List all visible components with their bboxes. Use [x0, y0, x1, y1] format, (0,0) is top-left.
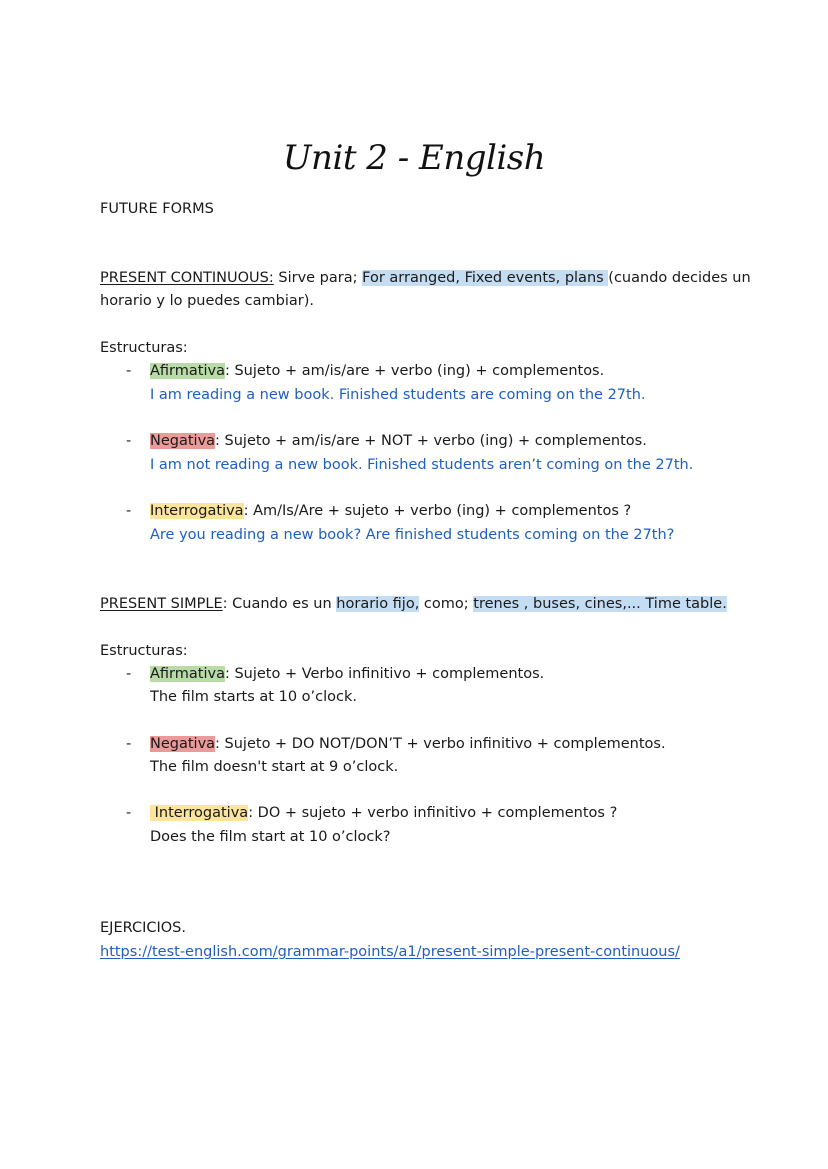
ps-afirmativa-example: The film starts at 10 o’clock.	[150, 689, 357, 705]
present-continuous-highlight: For arranged, Fixed events, plans	[362, 270, 609, 286]
present-continuous-intro-pre: Sirve para;	[273, 270, 363, 286]
ps-afirmativa-text: : Sujeto + Verbo infinitivo + complementos.	[224, 666, 545, 682]
ps-interrogativa-label: Interrogativa	[150, 805, 249, 821]
present-simple-estructuras: Estructuras:	[100, 643, 188, 659]
ps-negativa-text: : Sujeto + DO NOT/DON’T + verbo infinitivo + complementos.	[215, 736, 666, 752]
pc-negativa-example: I am not reading a new book. Finished students aren’t coming on the 27th.	[150, 457, 694, 473]
pc-interrogativa-example: Are you reading a new book? Are finished students coming on the 27th?	[150, 527, 675, 543]
ps-interrogativa-text: : DO + sujeto + verbo infinitivo + complementos ?	[248, 805, 618, 821]
present-continuous-label: PRESENT CONTINUOUS:	[100, 270, 274, 286]
pc-interrogativa-label: Interrogativa	[150, 503, 244, 519]
bullet-dash: -	[126, 666, 132, 682]
ps-negativa-example: The film doesn't start at 9 o’clock.	[150, 759, 399, 775]
pc-negativa-formula	[150, 430, 647, 453]
present-continuous-intro-post: (cuando decides un	[608, 270, 751, 286]
bullet-dash: -	[126, 433, 132, 449]
present-simple-highlight-2: trenes , buses, cines,... Time table.	[473, 596, 727, 612]
present-continuous-intro-line2: horario y lo puedes cambiar).	[100, 293, 315, 309]
pc-negativa-label: Negativa	[150, 433, 216, 449]
exercises-heading: EJERCICIOS.	[100, 920, 186, 936]
ps-interrogativa-formula	[150, 802, 617, 825]
ps-afirmativa-label: Afirmativa	[150, 666, 225, 682]
ps-negativa-label: Negativa	[150, 736, 216, 752]
pc-afirmativa-example: I am reading a new book. Finished students are coming on the 27th.	[150, 387, 646, 403]
pc-afirmativa-label: Afirmativa	[150, 363, 225, 379]
document-title: Unit 2 - English	[282, 138, 546, 178]
exercises-link[interactable]: https://test-english.com/grammar-points/a1/present-simple-present-continuous/	[100, 944, 680, 960]
bullet-dash: -	[126, 503, 132, 519]
pc-negativa-text: : Sujeto + am/is/are + NOT + verbo (ing) + complementos.	[215, 433, 647, 449]
pc-afirmativa-text: : Sujeto + am/is/are + verbo (ing) + complementos.	[224, 363, 605, 379]
bullet-dash: -	[126, 363, 132, 379]
ps-negativa-formula	[150, 733, 666, 756]
present-simple-label: PRESENT SIMPLE	[100, 596, 223, 612]
present-simple-highlight-1: horario fijo,	[336, 596, 420, 612]
present-simple-intro-mid: como;	[419, 596, 474, 612]
pc-interrogativa-formula	[150, 500, 631, 523]
present-simple-intro	[100, 593, 727, 616]
bullet-dash: -	[126, 736, 132, 752]
pc-interrogativa-text: : Am/Is/Are + sujeto + verbo (ing) + complementos ?	[243, 503, 632, 519]
section-heading: FUTURE FORMS	[100, 201, 214, 217]
exercises-link-line	[100, 941, 680, 964]
bullet-dash: -	[126, 805, 132, 821]
ps-interrogativa-example: Does the film start at 10 o’clock?	[150, 829, 391, 845]
present-continuous-estructuras: Estructuras:	[100, 340, 188, 356]
pc-afirmativa-formula	[150, 360, 604, 383]
ps-afirmativa-formula	[150, 663, 544, 686]
present-simple-intro-pre: : Cuando es un	[222, 596, 337, 612]
present-continuous-intro	[100, 267, 751, 290]
